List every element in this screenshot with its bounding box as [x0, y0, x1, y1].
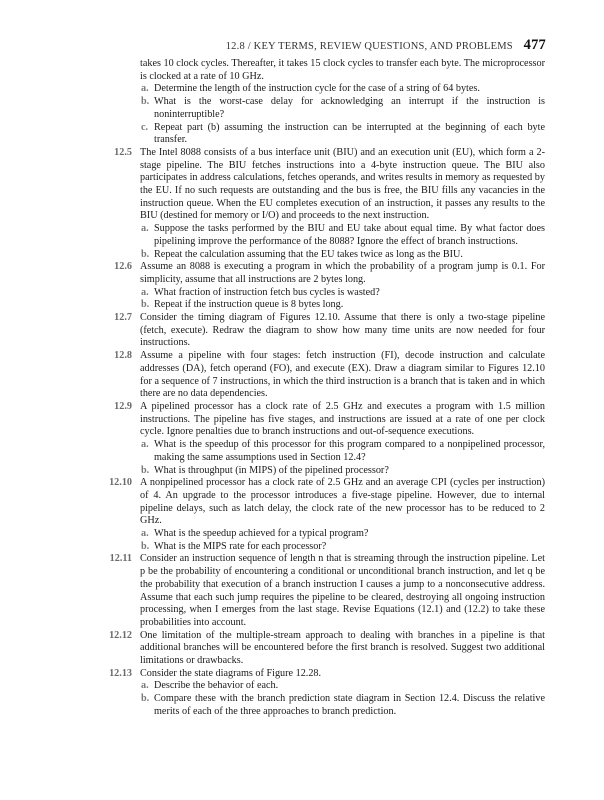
sub-label: b.	[141, 464, 150, 476]
running-title: 12.8 / KEY TERMS, REVIEW QUESTIONS, AND PROBLEMS	[225, 41, 513, 52]
problem-text: A pipelined processor has a clock rate of 2.5 GHz and executes a program with 1.5 million instructions. The pipeline has five stages, and instructions are issued at a rate of one per clock cycle. Ignore penalties due to branch instructions and out-of-sequence executions.	[140, 400, 545, 438]
sub-label: a.	[141, 528, 149, 540]
intro-sub-a	[140, 83, 545, 96]
problem-sub-a	[140, 287, 545, 300]
problem-text: The Intel 8088 consists of a bus interface unit (BIU) and an execution unit (EU), which form a 2-stage pipeline. The BIU fetches instructions into a 4-byte instruction queue. The BIU also participates in address calculations, fetches operands, and writes results in memory as requested by the EU. If no such requests are outstanding and the bus is free, the BIU fills any vacancies in the instruction queue. When the EU completes execution of an instruction, it passes any results to the BIU (destined for memory or I/O) and proceeds to the next instruction.	[140, 146, 545, 222]
problem-12-12	[109, 629, 545, 668]
problems-list	[109, 58, 545, 719]
sub-label: b.	[141, 248, 150, 260]
sub-label: a.	[141, 83, 149, 95]
sub-text: Repeat if the instruction queue is 8 bytes long.	[154, 299, 344, 311]
problem-12-10	[109, 477, 545, 553]
problem-sub-b	[140, 541, 545, 554]
problem-number: 12.6	[114, 261, 132, 273]
sub-text: Describe the behavior of each.	[154, 680, 279, 692]
problem-number: 12.12	[109, 629, 132, 641]
problem-12-5	[114, 146, 545, 261]
sub-text: What is the speedup of this processor for this program compared to a nonpipelined processor, making the same assumptions used in Section 12.4?	[154, 439, 545, 463]
problem-number: 12.11	[109, 553, 132, 565]
intro-text: takes 10 clock cycles. Thereafter, it takes 15 clock cycles to transfer each byte. The microprocessor is clocked at a rate of 10 GHz.	[140, 58, 545, 82]
sub-label: a.	[141, 286, 149, 298]
sub-label: b.	[141, 299, 150, 311]
problem-text: One limitation of the multiple-stream approach to dealing with branches in a pipeline is that additional branches will be encountered before the first branch is resolved. Suggest two additional limitations or drawbacks.	[140, 629, 545, 667]
problem-text: Assume a pipeline with four stages: fetch instruction (FI), decode instruction and calculate addresses (DA), fetch operand (FO), and execute (EX). Draw a diagram similar to Figures 12.10 for a sequence of 7 instructions, in which the third instruction is a branch that is taken and in which there are no data dependencies.	[140, 350, 545, 400]
sub-text: Determine the length of the instruction cycle for the case of a string of 64 bytes.	[154, 83, 480, 95]
intro-sub-c	[140, 122, 545, 147]
problem-12-9	[114, 400, 545, 477]
sub-label: b.	[141, 96, 150, 108]
sub-text: What is the speedup achieved for a typical program?	[154, 528, 369, 540]
problem-sub-a	[140, 223, 545, 248]
sub-label: a.	[141, 680, 149, 692]
problem-number: 12.10	[109, 477, 132, 489]
problem-text: Consider an instruction sequence of length n that is streaming through the instruction pipeline. Let p be the probability of encountering a conditional or unconditional branch instruction, and let q be the probability that execution of a branch instruction I causes a jump to a nonconsecutive address. Assume that each such jump requires the pipeline to be cleared, destroying all ongoing instruction processing, when I emerges from the last stage. Revise Equations (12.1) and (12.2) to take these probabilities into account.	[140, 553, 545, 628]
sub-text: Suppose the tasks performed by the BIU and EU take about equal time. By what factor does pipelining improve the performance of the 8088? Ignore the effect of branch instructions.	[154, 223, 545, 247]
sub-label: a.	[141, 223, 149, 235]
problem-12-13	[109, 667, 545, 719]
sub-label: c.	[141, 121, 149, 133]
sub-label: b.	[141, 693, 150, 705]
problem-sub-a	[140, 528, 545, 541]
sub-text: Repeat part (b) assuming the instruction can be interrupted at the beginning of each byte transfer.	[154, 121, 545, 146]
intro-sub-b	[140, 96, 545, 121]
sub-label: a.	[141, 439, 149, 451]
problem-12-7	[114, 312, 545, 350]
problem-number: 12.7	[114, 312, 132, 324]
problem-sub-a	[140, 680, 545, 693]
problem-number: 12.5	[114, 146, 132, 158]
problem-text: Consider the state diagrams of Figure 12.28.	[140, 667, 322, 679]
problem-text: A nonpipelined processor has a clock rate of 2.5 GHz and an average CPI (cycles per instruction) of 4. An upgrade to the processor introduces a five-stage pipeline. However, due to internal pipeline delays, such as latch delay, the clock rate of the new processor has to be reduced to 2 GHz.	[140, 477, 545, 527]
sub-text: What fraction of instruction fetch bus cycles is wasted?	[154, 286, 380, 298]
sub-text: What is throughput (in MIPS) of the pipelined processor?	[154, 464, 389, 476]
problem-sub-b	[140, 299, 545, 312]
problem-12-6	[114, 261, 545, 312]
problem-number: 12.8	[114, 350, 132, 362]
problem-text: Consider the timing diagram of Figures 12.10. Assume that there is only a two-stage pipeline (fetch, execute). Redraw the diagram to show how many time units are now needed for four instructions.	[140, 312, 545, 349]
problem-12-8	[114, 350, 545, 401]
problem-text: Assume an 8088 is executing a program in which the probability of a program jump is 0.1. For simplicity, assume that all instructions are 2 bytes long.	[140, 261, 545, 285]
problem-number: 12.9	[114, 400, 132, 412]
sub-text: What is the worst-case delay for acknowledging an interrupt if the instruction is noninterruptible?	[154, 96, 545, 120]
sub-text: Compare these with the branch prediction state diagram in Section 12.4. Discuss the relative merits of each of the three approaches to branch prediction.	[154, 693, 545, 717]
intro-continuation	[140, 58, 545, 147]
sub-text: What is the MIPS rate for each processor?	[154, 540, 327, 552]
sub-label: b.	[141, 540, 150, 552]
problem-12-11	[109, 553, 545, 629]
sub-text: Repeat the calculation assuming that the EU takes twice as long as the BIU.	[154, 248, 463, 260]
problem-sub-b	[140, 465, 545, 478]
page-number: 477	[523, 37, 546, 53]
problem-number: 12.13	[109, 667, 132, 679]
problem-sub-a	[140, 439, 545, 464]
problem-sub-b	[140, 693, 545, 718]
problem-sub-b	[140, 249, 545, 262]
page-header	[140, 37, 546, 54]
